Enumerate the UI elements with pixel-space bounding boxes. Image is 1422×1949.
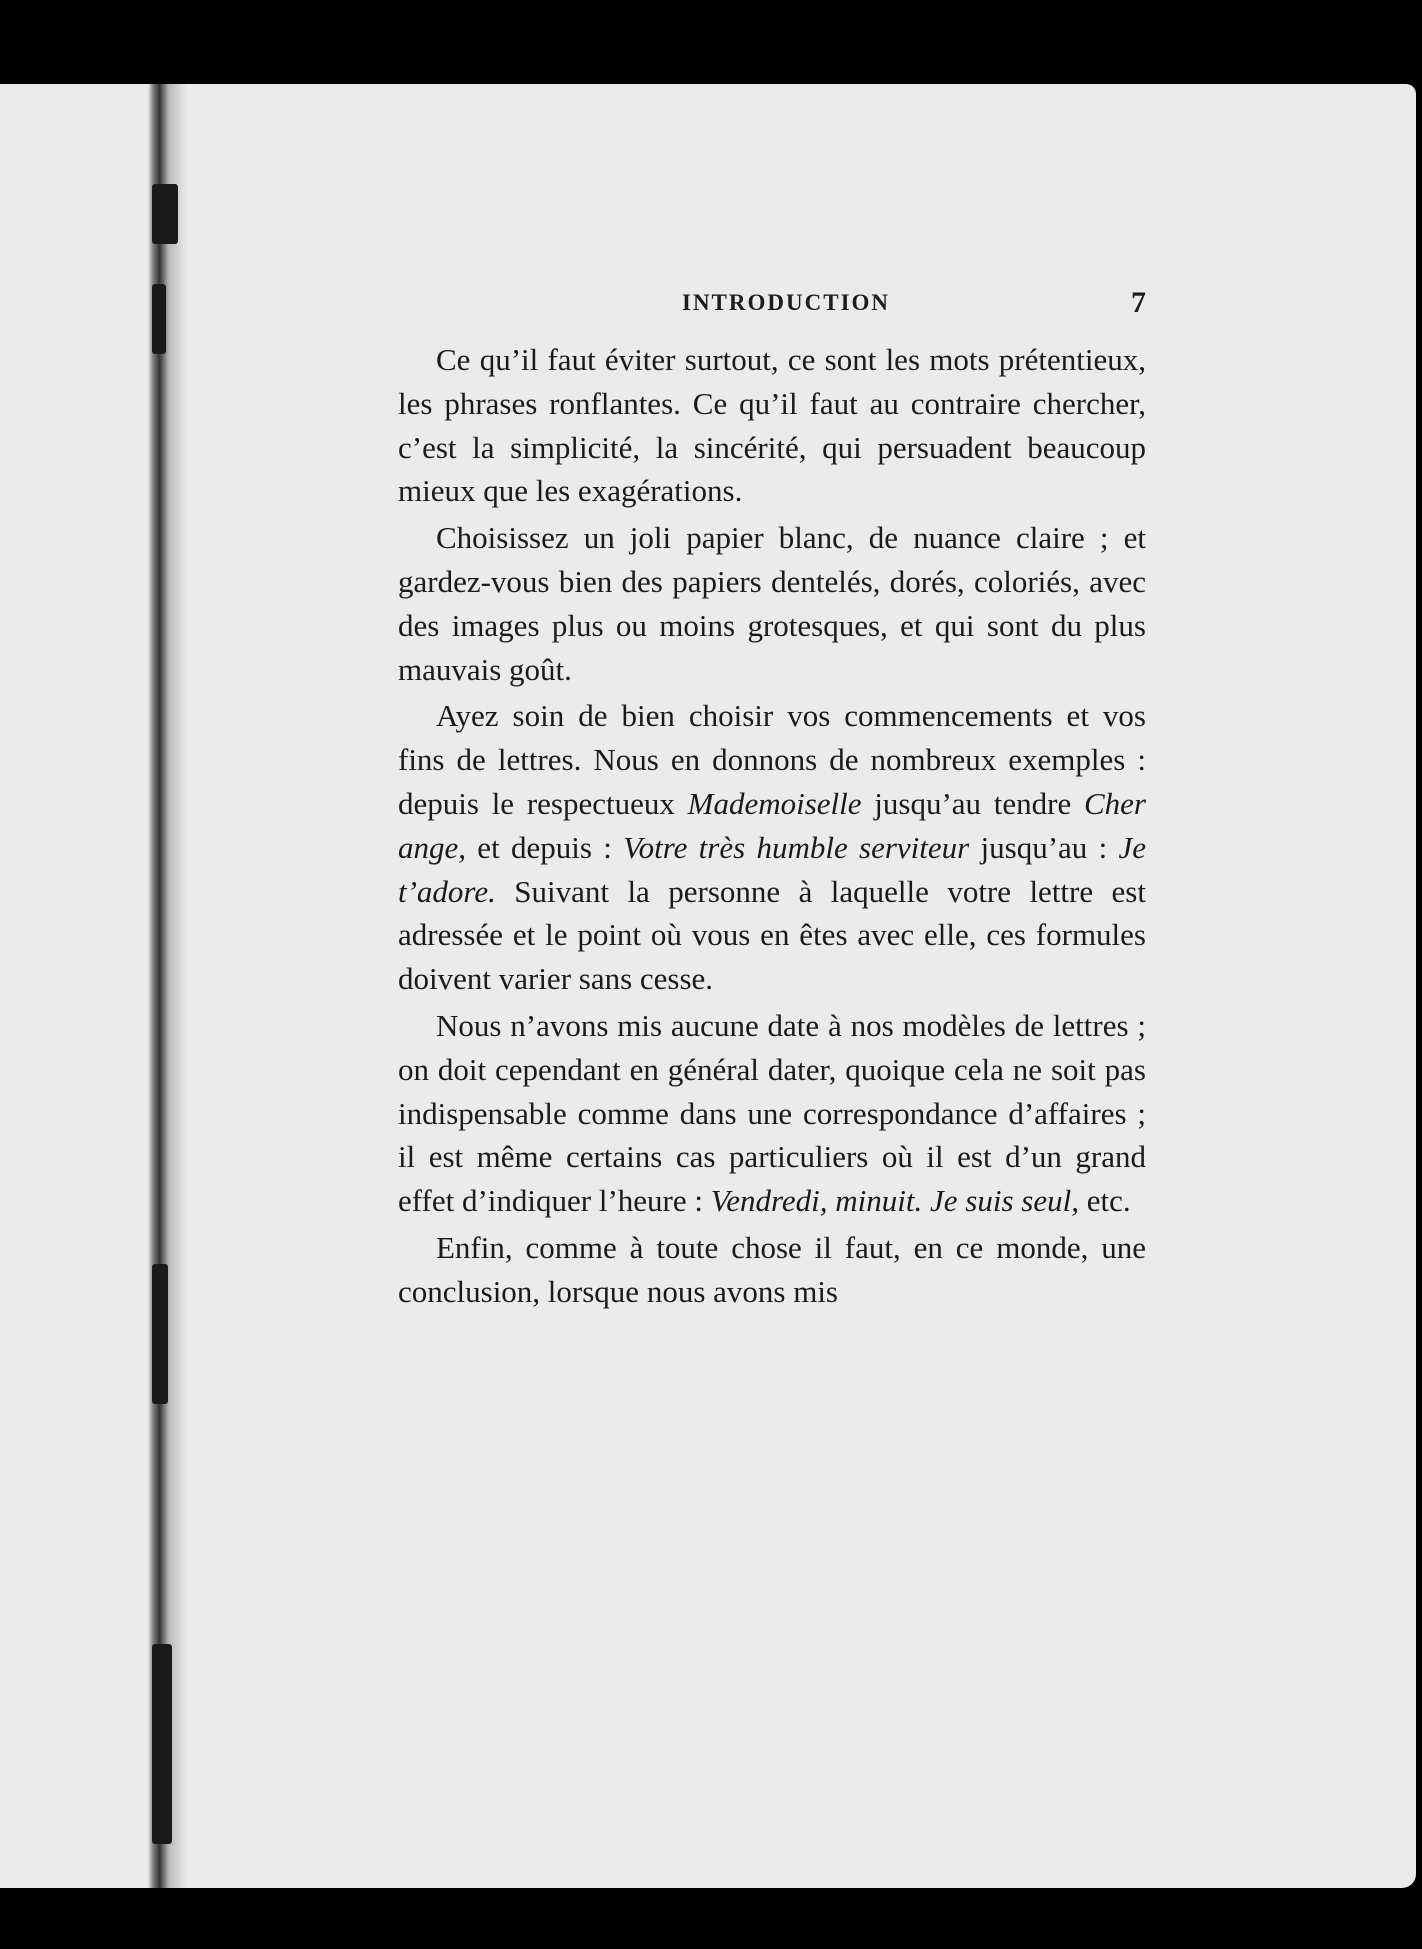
body-text	[398, 338, 1146, 1314]
italic-run: Je t’adore.	[398, 829, 1147, 909]
text-run: Ce qu’il faut éviter surtout, ce sont les mots prétentieux, les phrases ronflantes. Ce qu’il faut au contraire chercher, c’est la simplicité, la sincérité, qui persuadent beaucoup mieux que les exagérations.	[398, 342, 1146, 509]
page-number: 7	[1131, 286, 1146, 319]
paragraph	[398, 516, 1146, 691]
italic-run: Vendredi, minuit. Je suis seul,	[710, 1183, 1079, 1219]
page-header	[400, 286, 1146, 330]
text-run: Choisissez un joli papier blanc, de nuance claire ; et gardez-vous bien des papiers dentelés, dorés, coloriés, avec des images plus ou moins grotesques, et qui sont du plus mauvais goût.	[398, 520, 1146, 687]
text-run: Nous n’avons mis aucune date à nos modèles de lettres ; on doit cependant en général dater, quoique cela ne soit pas indispensable comme dans une correspondance d’affaires ; il est même certains cas particuliers où il est d’un grand effet d’indiquer l’heure :	[398, 1007, 1146, 1219]
text-run: Suivant la personne à laquelle votre lettre est adressée et le point où vous en êtes avec elle, ces formules doivent varier sans cesse.	[398, 873, 1146, 997]
text-run: Enfin, comme à toute chose il faut, en ce monde, une conclusion, lorsque nous avons mis	[398, 1229, 1146, 1309]
binding-gutter	[148, 84, 200, 1888]
text-run: Ayez soin de bien choisir vos commencements et vos fins de lettres. Nous en donnons de nombreux exemples : depuis le respectueux	[398, 698, 1146, 821]
binding-shadow	[152, 1264, 168, 1404]
book-page	[0, 84, 1416, 1888]
text-run: etc.	[1078, 1183, 1131, 1219]
italic-run: Mademoiselle	[687, 785, 862, 821]
binding-shadow	[152, 1644, 172, 1844]
paragraph	[398, 1004, 1146, 1223]
text-run: jusqu’au tendre	[861, 785, 1084, 821]
running-head: INTRODUCTION	[682, 290, 891, 315]
text-run: jusqu’au :	[969, 829, 1119, 865]
paragraph	[398, 338, 1146, 513]
paragraph	[398, 694, 1146, 1001]
binding-shadow	[152, 184, 178, 244]
paragraph	[398, 1226, 1146, 1314]
binding-shadow	[152, 284, 166, 354]
text-run: et depuis :	[466, 829, 624, 865]
italic-run: Votre très humble serviteur	[623, 829, 970, 865]
italic-run: Cher ange,	[398, 785, 1146, 865]
